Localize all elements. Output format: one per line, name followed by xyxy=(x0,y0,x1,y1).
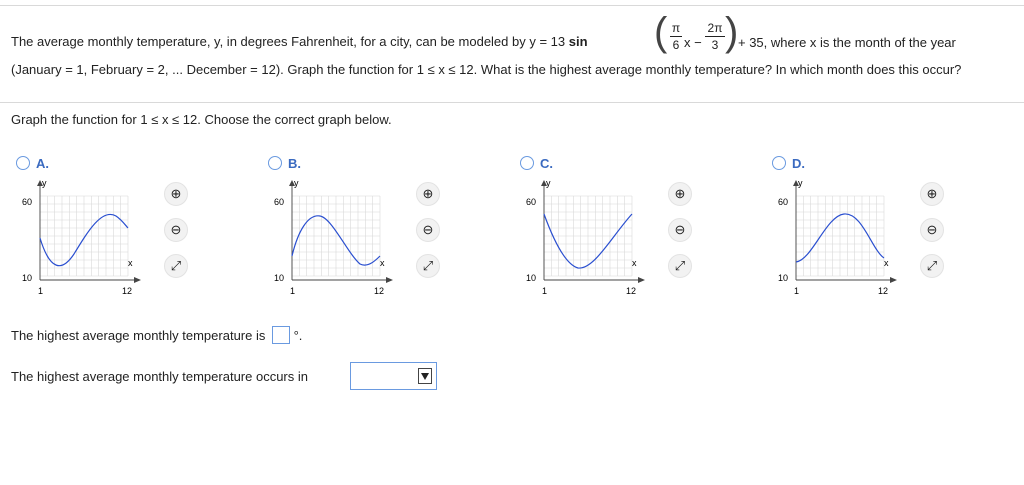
x-left-tick: 1 xyxy=(794,286,800,296)
y-axis-label: y xyxy=(798,178,803,188)
enlarge-icon[interactable]: ⤢ xyxy=(920,254,944,278)
question-line-1: The average monthly temperature, y, in degrees Fahrenheit, for a city, can be modeled by y = 13 sin xyxy=(11,34,588,49)
x-right-tick: 12 xyxy=(374,286,385,296)
y-bottom-tick: 10 xyxy=(778,273,789,283)
option-b[interactable] xyxy=(268,156,518,306)
option-c[interactable] xyxy=(520,156,770,306)
answer-month-row xyxy=(11,369,308,384)
option-c-radio[interactable] xyxy=(520,156,534,170)
x-minus: x − xyxy=(684,35,702,50)
x-right-tick: 12 xyxy=(122,286,133,296)
option-a-graph xyxy=(16,176,156,296)
zoom-out-icon[interactable]: ⊖ xyxy=(416,218,440,242)
x-axis-label: x xyxy=(632,258,637,268)
axis-arrows xyxy=(289,180,393,283)
question-line-1-end: + 35, where x is the month of the year xyxy=(738,35,956,50)
enlarge-icon[interactable]: ⤢ xyxy=(164,254,188,278)
option-b-radio[interactable] xyxy=(268,156,282,170)
y-top-tick: 60 xyxy=(526,197,537,207)
x-axis-label: x xyxy=(884,258,889,268)
option-c-label: C. xyxy=(540,156,553,171)
option-d-radio[interactable] xyxy=(772,156,786,170)
y-bottom-tick: 10 xyxy=(526,273,537,283)
month-select[interactable] xyxy=(350,362,437,390)
x-axis-label: x xyxy=(128,258,133,268)
option-d[interactable] xyxy=(772,156,1022,306)
question-line-2: (January = 1, February = 2, ... December = 12). Graph the function for 1 ≤ x ≤ 12. What is the highest average monthly temperature? In which month does this occur? xyxy=(11,62,962,77)
axes xyxy=(796,182,896,280)
option-a-label: A. xyxy=(36,156,49,171)
zoom-out-icon[interactable]: ⊖ xyxy=(920,218,944,242)
option-d-label: D. xyxy=(792,156,805,171)
enlarge-icon[interactable]: ⤢ xyxy=(416,254,440,278)
y-axis-label: y xyxy=(546,178,551,188)
temp-input[interactable] xyxy=(272,326,290,344)
x-left-tick: 1 xyxy=(542,286,548,296)
option-c-graph xyxy=(520,176,660,296)
instruction: Graph the function for 1 ≤ x ≤ 12. Choose the correct graph below. xyxy=(11,112,392,127)
axes xyxy=(40,182,140,280)
axes xyxy=(544,182,644,280)
zoom-in-icon[interactable]: ⊕ xyxy=(164,182,188,206)
axes xyxy=(292,182,392,280)
y-top-tick: 60 xyxy=(778,197,789,207)
x-right-tick: 12 xyxy=(626,286,637,296)
zoom-in-icon[interactable]: ⊕ xyxy=(668,182,692,206)
option-a[interactable] xyxy=(16,156,266,306)
answer-temp-prompt: The highest average monthly temperature is xyxy=(11,328,266,343)
x-left-tick: 1 xyxy=(290,286,296,296)
zoom-in-icon[interactable]: ⊕ xyxy=(416,182,440,206)
y-bottom-tick: 10 xyxy=(22,273,33,283)
zoom-in-icon[interactable]: ⊕ xyxy=(920,182,944,206)
axis-arrows xyxy=(541,180,645,283)
y-axis-label: y xyxy=(294,178,299,188)
option-b-graph xyxy=(268,176,408,296)
fraction-2pi-over-3: 2π 3 xyxy=(705,22,725,51)
y-axis-label: y xyxy=(42,178,47,188)
y-top-tick: 60 xyxy=(274,197,285,207)
option-a-radio[interactable] xyxy=(16,156,30,170)
answer-month-prompt: The highest average monthly temperature occurs in xyxy=(11,369,308,384)
dropdown-arrow-icon[interactable] xyxy=(418,368,432,384)
left-paren: ( xyxy=(654,10,668,54)
top-divider xyxy=(0,5,1024,6)
degree-symbol: °. xyxy=(293,328,303,343)
x-left-tick: 1 xyxy=(38,286,44,296)
fraction-pi-over-6: π 6 xyxy=(671,21,681,52)
right-paren: ) xyxy=(725,10,739,54)
section-divider xyxy=(0,102,1024,103)
zoom-out-icon[interactable]: ⊖ xyxy=(668,218,692,242)
option-b-label: B. xyxy=(288,156,301,171)
enlarge-icon[interactable]: ⤢ xyxy=(668,254,692,278)
x-right-tick: 12 xyxy=(878,286,889,296)
zoom-out-icon[interactable]: ⊖ xyxy=(164,218,188,242)
x-axis-label: x xyxy=(380,258,385,268)
y-bottom-tick: 10 xyxy=(274,273,285,283)
answer-temp-row xyxy=(11,326,302,344)
y-top-tick: 60 xyxy=(22,197,33,207)
axis-arrows xyxy=(793,180,897,283)
option-d-graph xyxy=(772,176,912,296)
